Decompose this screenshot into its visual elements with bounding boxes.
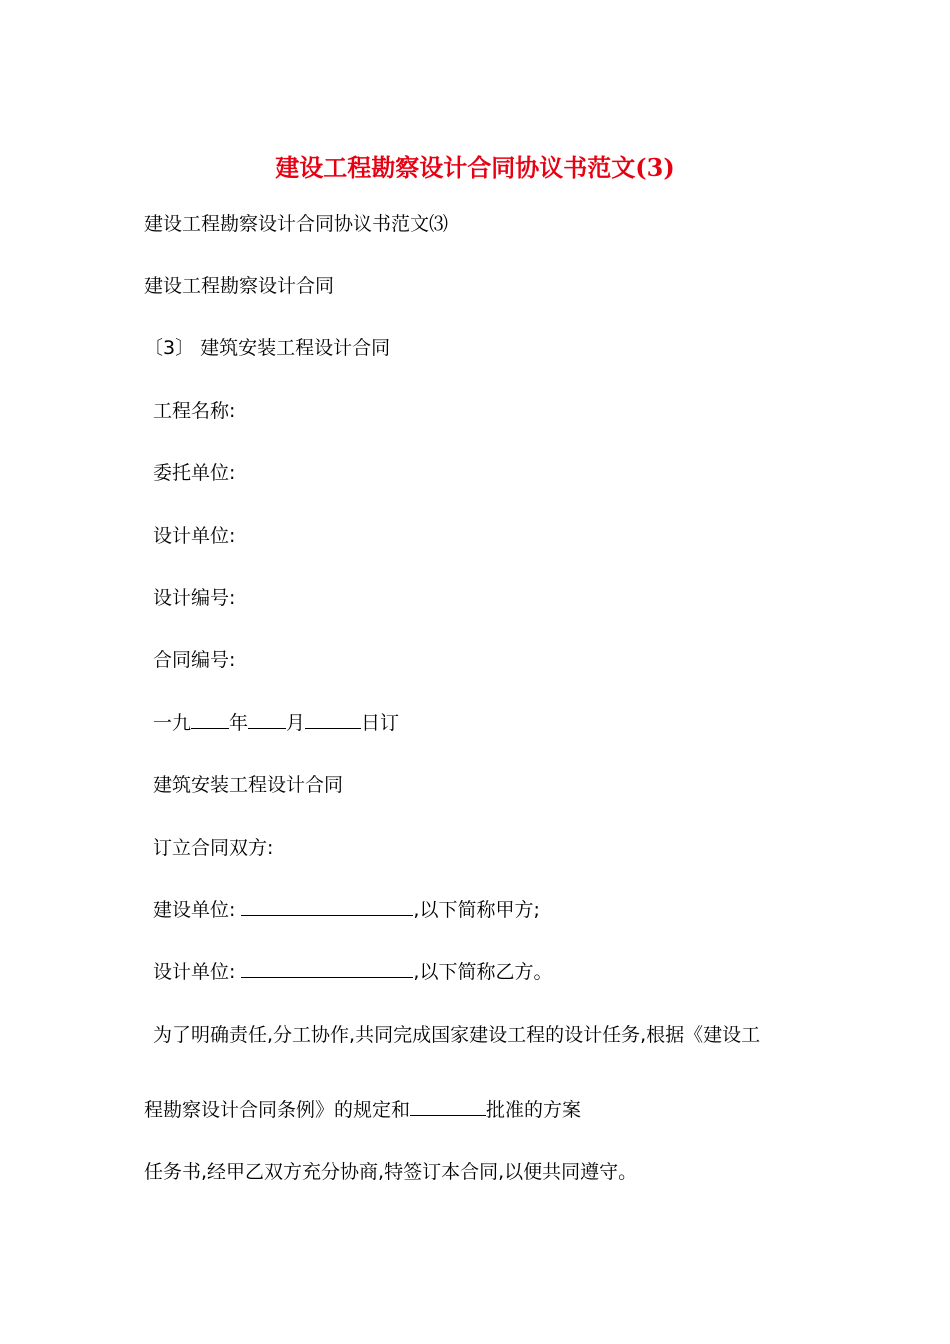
date-prefix: 一九 (153, 712, 192, 734)
project-name-label: 工程名称: (153, 400, 236, 422)
section-heading: 〔3〕 建筑安装工程设计合同 (144, 337, 391, 359)
design-number-label: 设计编号: (153, 587, 236, 609)
party-a-label: 建设单位: (153, 899, 236, 921)
parties-label: 订立合同双方: (153, 837, 274, 859)
paragraph-1-line-2 (144, 1096, 581, 1124)
client-label: 委托单位: (153, 462, 236, 484)
month-blank[interactable] (248, 710, 286, 729)
date-suffix: 日订 (361, 712, 400, 734)
date-month-unit: 月 (286, 712, 306, 734)
designer-label: 设计单位: (153, 525, 236, 547)
party-b-suffix: ,以下简称乙方。 (413, 961, 553, 983)
paragraph-1-line-2-start: 程勘察设计合同条例》的规定和 (144, 1099, 411, 1121)
contract-number-label: 合同编号: (153, 649, 236, 671)
party-b-line (153, 958, 552, 986)
date-year-unit: 年 (229, 712, 249, 734)
party-a-line (153, 896, 540, 924)
contract-title: 建筑安装工程设计合同 (153, 774, 344, 796)
document-title: 建设工程勘察设计合同协议书范文(3) (275, 153, 675, 182)
year-blank[interactable] (191, 710, 229, 729)
paragraph-1-line-3: 任务书,经甲乙双方充分协商,特签订本合同,以便共同遵守。 (144, 1161, 638, 1183)
paragraph-1-line-1: 为了明确责任,分工协作,共同完成国家建设工程的设计任务,根据《建设工 (153, 1024, 761, 1046)
party-b-label: 设计单位: (153, 961, 236, 983)
approver-blank[interactable] (410, 1097, 486, 1116)
document-subtitle: 建设工程勘察设计合同协议书范文⑶ (144, 213, 449, 235)
day-blank[interactable] (305, 710, 361, 729)
party-b-blank[interactable] (241, 959, 413, 978)
party-a-blank[interactable] (241, 897, 413, 916)
party-a-suffix: ,以下简称甲方; (413, 899, 540, 921)
contract-name: 建设工程勘察设计合同 (144, 275, 335, 297)
signing-date-line (153, 709, 399, 737)
paragraph-1-line-2-end: 批准的方案 (486, 1099, 582, 1121)
